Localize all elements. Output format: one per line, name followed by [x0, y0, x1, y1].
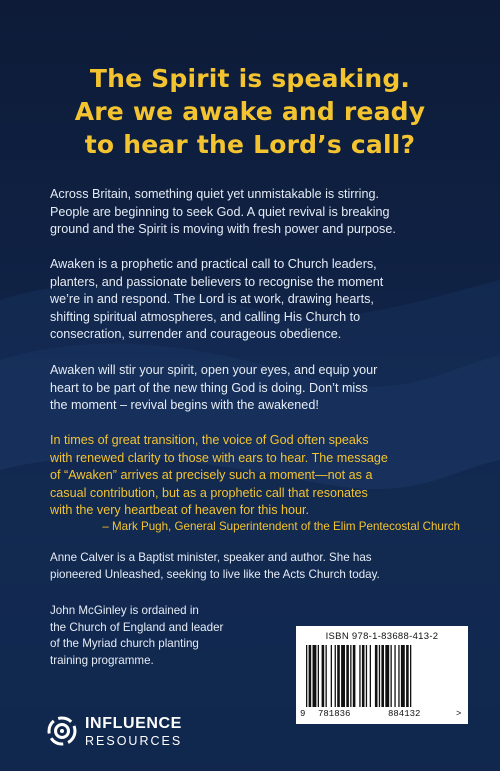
- barcode-bar: [391, 645, 392, 707]
- text-line: ground and the Spirit is moving with fresh power and purpose.: [50, 222, 396, 237]
- text-line: consecration, surrender and courageous obedience.: [50, 327, 342, 342]
- text-line: In times of great transition, the voice of God often speaks: [50, 433, 369, 447]
- text-line: heart to be part of the new thing God is doing. Don’t miss: [50, 380, 368, 395]
- text-line: planters, and passionate believers to recognise the moment: [50, 274, 384, 289]
- text-line: casual contribution, but as a prophetic call that resonates: [50, 485, 368, 500]
- barcode-box: [296, 626, 468, 724]
- barcode-digits-right: 884132: [388, 709, 421, 719]
- barcode-bar: [350, 645, 351, 707]
- text-line: John McGinley is ordained in: [50, 604, 199, 617]
- barcode-bar: [309, 645, 312, 707]
- headline: [20, 62, 480, 161]
- text-line: the Church of England and leader: [50, 620, 224, 634]
- barcode-digits-left: 781836: [318, 709, 351, 719]
- text-line: shifting spiritual atmospheres, and calling His Church to: [50, 309, 361, 324]
- text-line: the moment – revival begins with the awakened!: [50, 398, 319, 413]
- barcode-bar: [381, 645, 384, 707]
- text-line: pioneered Unleashed, seeking to live like the Acts Church today.: [50, 567, 380, 581]
- barcode-bars: [304, 645, 460, 707]
- headline-line: to hear the Lord’s call?: [84, 130, 416, 159]
- barcode-bar: [318, 645, 319, 707]
- text-line: training programme.: [50, 653, 154, 667]
- intro-paragraph: [50, 186, 470, 239]
- headline-line: The Spirit is speaking.: [89, 64, 411, 93]
- barcode-bar: [394, 645, 395, 707]
- barcode-bar: [337, 645, 340, 707]
- publisher-subtitle: RESOURCES: [85, 734, 183, 748]
- barcode-bar: [375, 645, 378, 707]
- barcode-bar: [406, 645, 409, 707]
- publisher-mark-icon: [45, 714, 79, 748]
- text-line: with renewed clarity to those with ears to hear. The message: [50, 450, 388, 465]
- text-line: of the Myriad church planting: [50, 637, 199, 650]
- barcode-bar: [306, 645, 307, 707]
- barcode-bar: [341, 645, 345, 707]
- publisher-logo: [45, 712, 215, 752]
- author-bio-anne: [50, 550, 470, 583]
- barcode-bar: [326, 645, 327, 707]
- isbn-number: ISBN 978-1-83688-413-2: [325, 631, 439, 642]
- barcode-bar: [370, 645, 371, 707]
- text-line: Awaken will stir your spirit, open your eyes, and equip your: [50, 363, 378, 377]
- text-line: Awaken is a prophetic and practical call to Church leaders,: [50, 257, 377, 271]
- endorsement-attribution: – Mark Pugh, General Superintendent of the Elim Pentecostal Church: [102, 520, 460, 533]
- barcode-bar: [353, 645, 356, 707]
- barcode-bar: [322, 645, 325, 707]
- barcode-bar: [379, 645, 380, 707]
- barcode-bar: [410, 645, 411, 707]
- text-line: we’re in and respond. The Lord is at work, drawing hearts,: [50, 292, 374, 307]
- barcode-bar: [331, 645, 332, 707]
- author-bio-john: [50, 603, 280, 669]
- text-line: Across Britain, something quiet yet unmistakable is stirring.: [50, 187, 379, 201]
- description-paragraph: [50, 256, 470, 344]
- barcode-bar: [335, 645, 336, 707]
- headline-line: Are we awake and ready: [74, 97, 426, 126]
- barcode-bar: [359, 645, 360, 707]
- barcode-bar: [313, 645, 317, 707]
- barcode-bar: [362, 645, 365, 707]
- barcode-bar: [401, 645, 405, 707]
- text-line: with the very heartbeat of heaven for this hour.: [50, 503, 310, 518]
- text-line: of “Awaken” arrives at precisely such a moment—not as a: [50, 468, 373, 483]
- barcode-bar: [366, 645, 367, 707]
- barcode-bar: [398, 645, 399, 707]
- text-line: People are beginning to seek God. A quiet revival is breaking: [50, 204, 390, 219]
- call-paragraph: [50, 362, 470, 415]
- endorsement-quote: [50, 432, 470, 520]
- barcode-digit-end: >: [456, 709, 462, 719]
- barcode-digit-lead: 9: [300, 709, 306, 719]
- text-line: Anne Calver is a Baptist minister, speaker and author. She has: [50, 551, 372, 564]
- barcode-bar: [346, 645, 349, 707]
- publisher-name: INFLUENCE: [85, 715, 182, 732]
- barcode-bar: [385, 645, 389, 707]
